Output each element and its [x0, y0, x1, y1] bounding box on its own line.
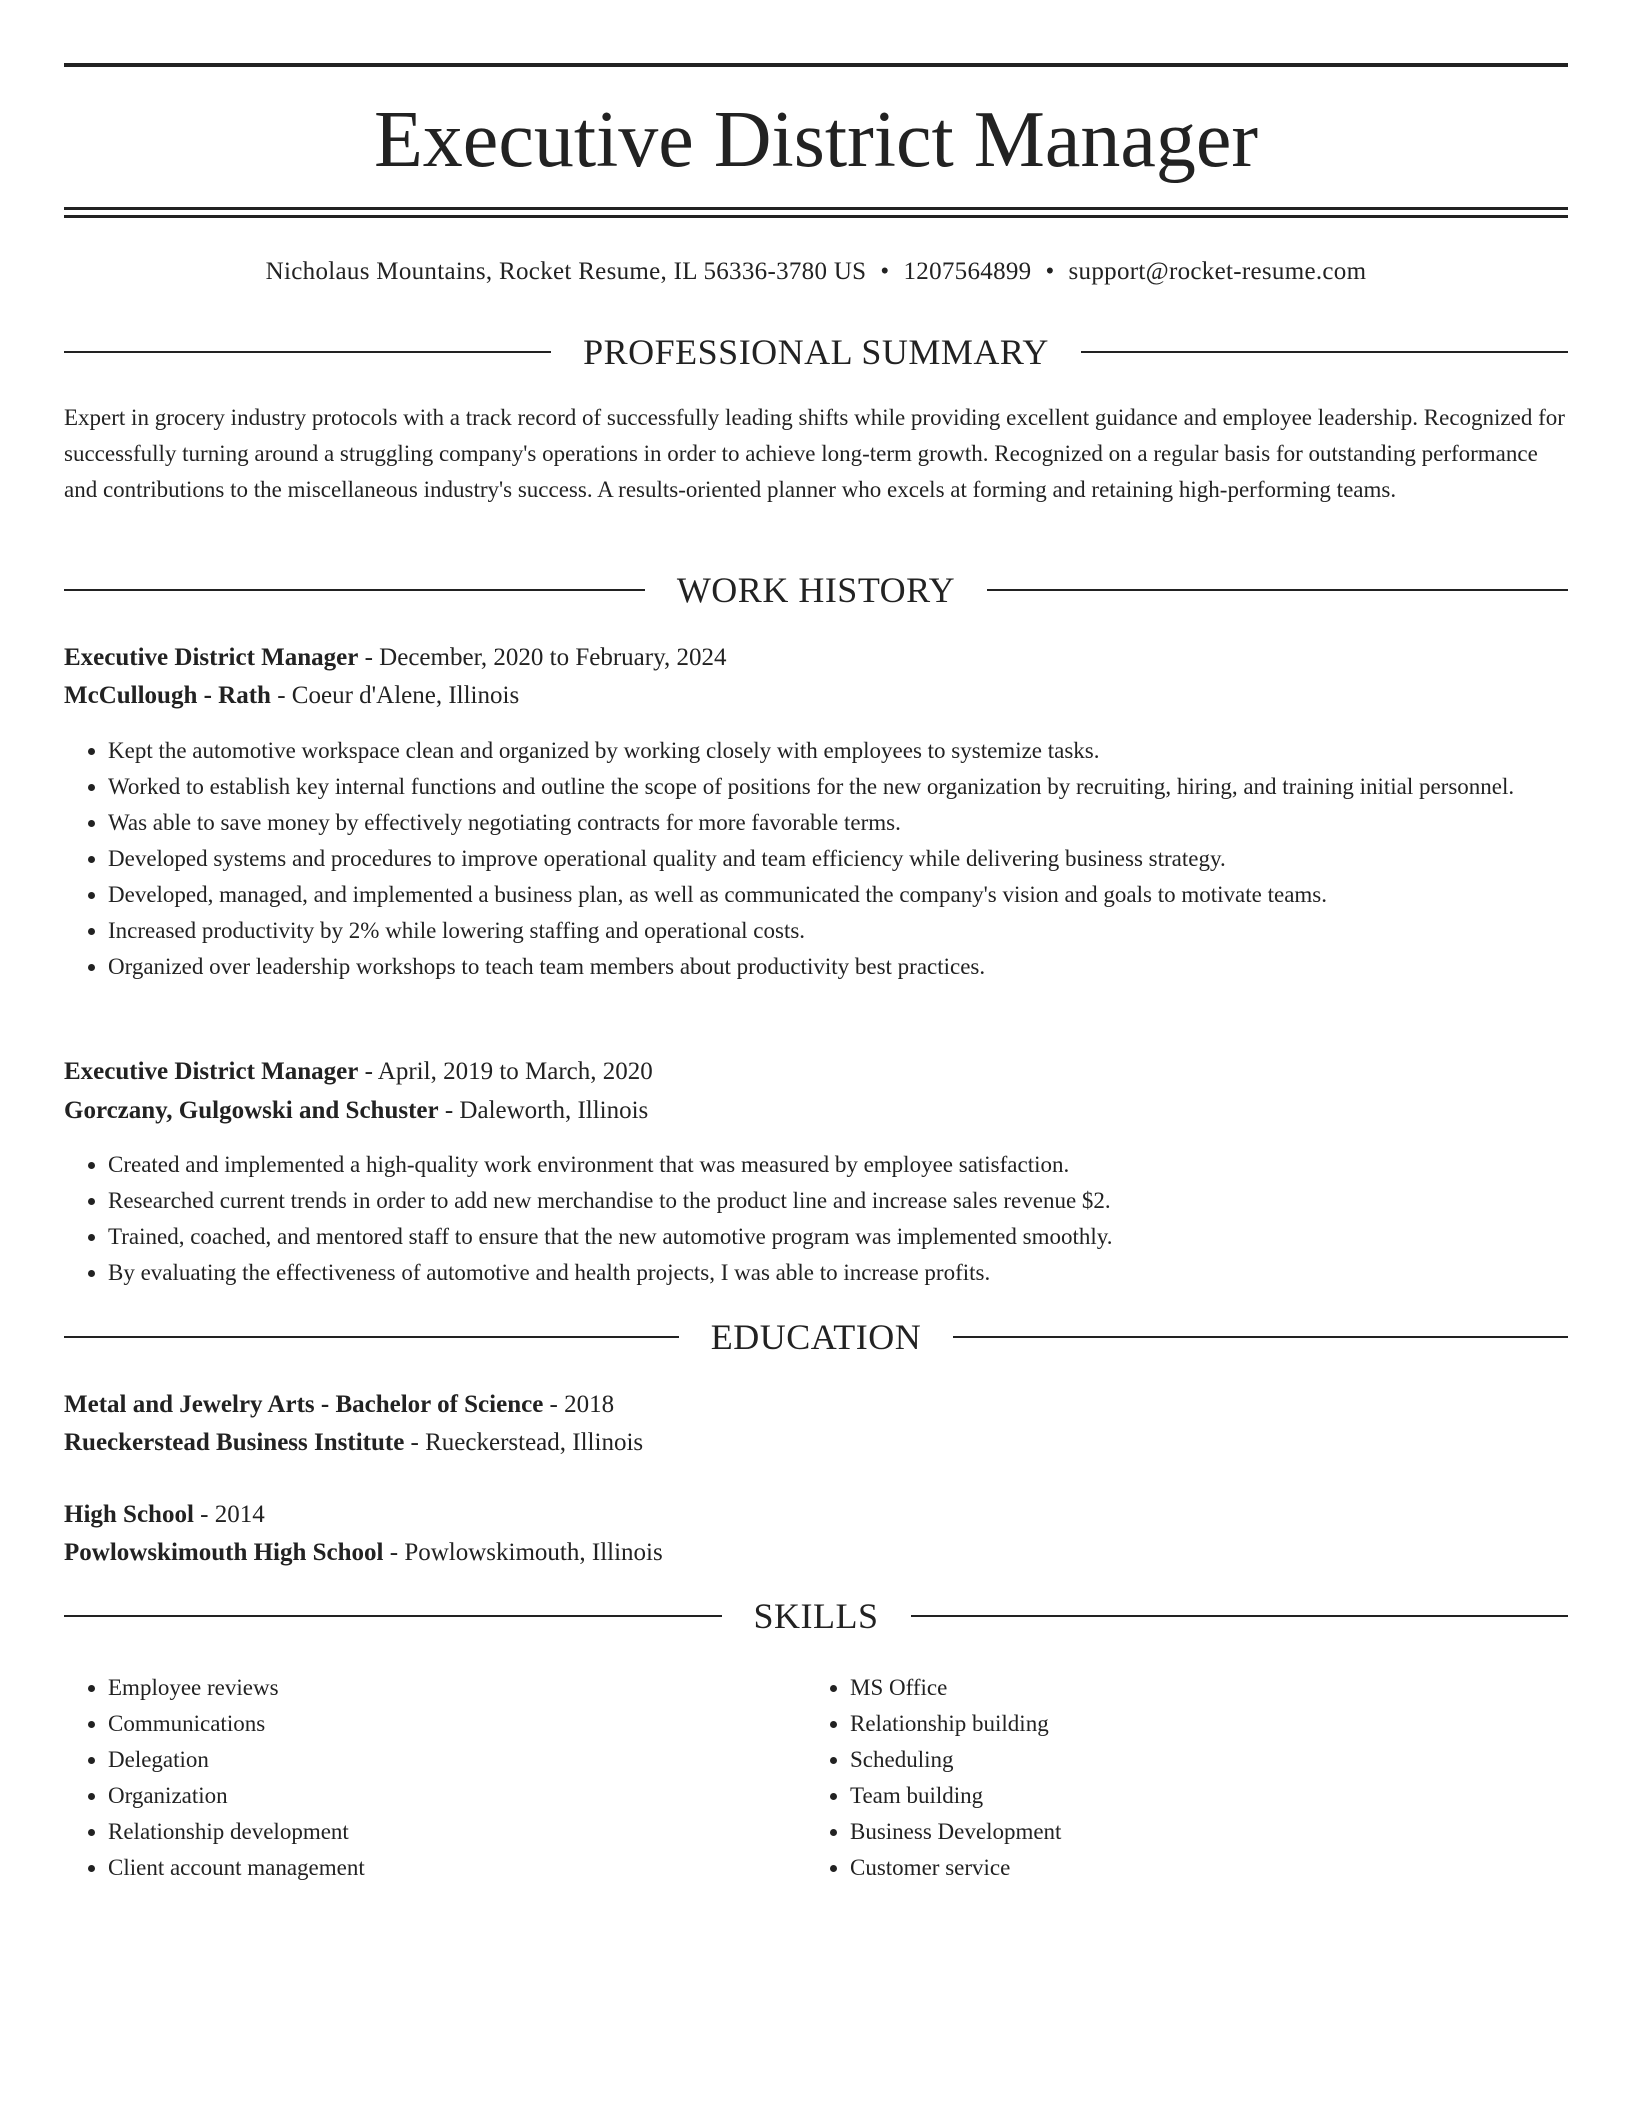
job-dates: - December, 2020 to February, 2024	[358, 644, 727, 671]
skill-item: • Delegation	[108, 1742, 365, 1778]
skill-item: • Business Development	[850, 1814, 1061, 1850]
job-title: Executive District Manager	[64, 644, 359, 671]
job-bullet: • Worked to establish key internal functions and outline the scope of positions for the new organization by recruiting, hiring, and training initial personnel.	[108, 769, 1568, 805]
skill-item: • Customer service	[850, 1850, 1061, 1886]
job-bullet: • Trained, coached, and mentored staff to ensure that the new automotive program was implemented smoothly.	[108, 1219, 1568, 1255]
job-bullets	[64, 733, 1568, 985]
job-bullet: • Created and implemented a high-quality work environment that was measured by employee satisfaction.	[108, 1147, 1568, 1183]
education-school-line	[64, 1425, 643, 1461]
job-bullet: • Researched current trends in order to add new merchandise to the product line and increase sales revenue $2.	[108, 1183, 1568, 1219]
job-title-line	[64, 640, 726, 676]
heading-rule	[987, 589, 1568, 591]
contact-address: Nicholaus Mountains, Rocket Resume, IL 56336-3780 US	[265, 258, 867, 285]
work-heading: WORK HISTORY	[676, 570, 956, 610]
section-heading-education	[64, 1315, 1568, 1359]
contact-separator: •	[1045, 258, 1055, 285]
education-degree-line	[64, 1387, 614, 1423]
education-heading: EDUCATION	[710, 1317, 922, 1357]
skill-item: • Employee reviews	[108, 1670, 365, 1706]
section-heading-work	[64, 568, 1568, 612]
education-school: Rueckerstead Business Institute	[64, 1429, 405, 1456]
job-company-line	[64, 1093, 648, 1129]
job-company-line	[64, 678, 519, 714]
skill-item: • Relationship development	[108, 1814, 365, 1850]
education-degree-line	[64, 1497, 265, 1533]
heading-rule	[953, 1336, 1568, 1338]
job-bullet: • Was able to save money by effectively negotiating contracts for more favorable terms.	[108, 805, 1568, 841]
skills-list-left	[64, 1670, 365, 1886]
education-year: - 2018	[543, 1391, 615, 1418]
contact-phone: 1207564899	[903, 258, 1032, 285]
section-heading-skills	[64, 1594, 1568, 1638]
header-bottom-rule	[64, 207, 1568, 210]
education-school-line	[64, 1535, 663, 1571]
heading-rule	[1081, 351, 1568, 353]
job-bullet: • Organized over leadership workshops to teach team members about productivity best practices.	[108, 949, 1568, 985]
education-location: - Powlowskimouth, Illinois	[383, 1539, 663, 1566]
heading-rule	[911, 1615, 1569, 1617]
education-degree: Metal and Jewelry Arts - Bachelor of Science	[64, 1391, 544, 1418]
heading-rule	[64, 1615, 722, 1617]
job-bullet: • Developed systems and procedures to improve operational quality and team efficiency while delivering business strategy.	[108, 841, 1568, 877]
job-bullet: • Kept the automotive workspace clean and organized by working closely with employees to systemize tasks.	[108, 733, 1568, 769]
job-bullet: • Increased productivity by 2% while lowering staffing and operational costs.	[108, 913, 1568, 949]
job-bullet: • By evaluating the effectiveness of automotive and health projects, I was able to increase profits.	[108, 1255, 1568, 1291]
skill-item: • Communications	[108, 1706, 365, 1742]
header-bottom-rule-2	[64, 215, 1568, 218]
job-company: McCullough - Rath	[64, 682, 271, 709]
skill-item: • MS Office	[850, 1670, 1061, 1706]
skill-item: • Relationship building	[850, 1706, 1061, 1742]
heading-rule	[64, 1336, 679, 1338]
education-year: - 2014	[193, 1501, 265, 1528]
job-bullet: • Developed, managed, and implemented a business plan, as well as communicated the company's vision and goals to motivate teams.	[108, 877, 1568, 913]
resume-title: Executive District Manager	[373, 96, 1259, 184]
heading-rule	[64, 589, 645, 591]
skills-list-right	[806, 1670, 1061, 1886]
contact-separator: •	[880, 258, 890, 285]
section-heading-summary	[64, 330, 1568, 374]
job-title: Executive District Manager	[64, 1058, 359, 1085]
heading-rule	[64, 351, 551, 353]
header-top-rule	[64, 63, 1568, 67]
summary-text: Expert in grocery industry protocols with a track record of successfully leading shifts while providing excellent guidance and employee leadership. Recognized for successfully turning around a struggling company's operations in order to achieve long-term growth. Recognized on a regular basis for outstanding performance and contributions to the miscellaneous industry's success. A results-oriented planner who excels at forming and retaining high-performing teams.	[64, 405, 1565, 502]
education-school: Powlowskimouth High School	[64, 1539, 384, 1566]
contact-line	[64, 255, 1568, 289]
job-bullets	[64, 1147, 1568, 1291]
contact-email: support@rocket-resume.com	[1068, 258, 1367, 285]
skill-item: • Team building	[850, 1778, 1061, 1814]
skill-item: • Organization	[108, 1778, 365, 1814]
job-dates: - April, 2019 to March, 2020	[358, 1058, 653, 1085]
job-location: - Coeur d'Alene, Illinois	[270, 682, 520, 709]
skill-item: • Scheduling	[850, 1742, 1061, 1778]
job-company: Gorczany, Gulgowski and Schuster	[64, 1097, 439, 1124]
skill-item: • Client account management	[108, 1850, 365, 1886]
education-location: - Rueckerstead, Illinois	[404, 1429, 644, 1456]
job-title-line	[64, 1054, 653, 1090]
skills-heading: SKILLS	[753, 1596, 879, 1636]
education-degree: High School	[64, 1501, 194, 1528]
job-location: - Daleworth, Illinois	[438, 1097, 649, 1124]
summary-heading: PROFESSIONAL SUMMARY	[583, 332, 1049, 372]
